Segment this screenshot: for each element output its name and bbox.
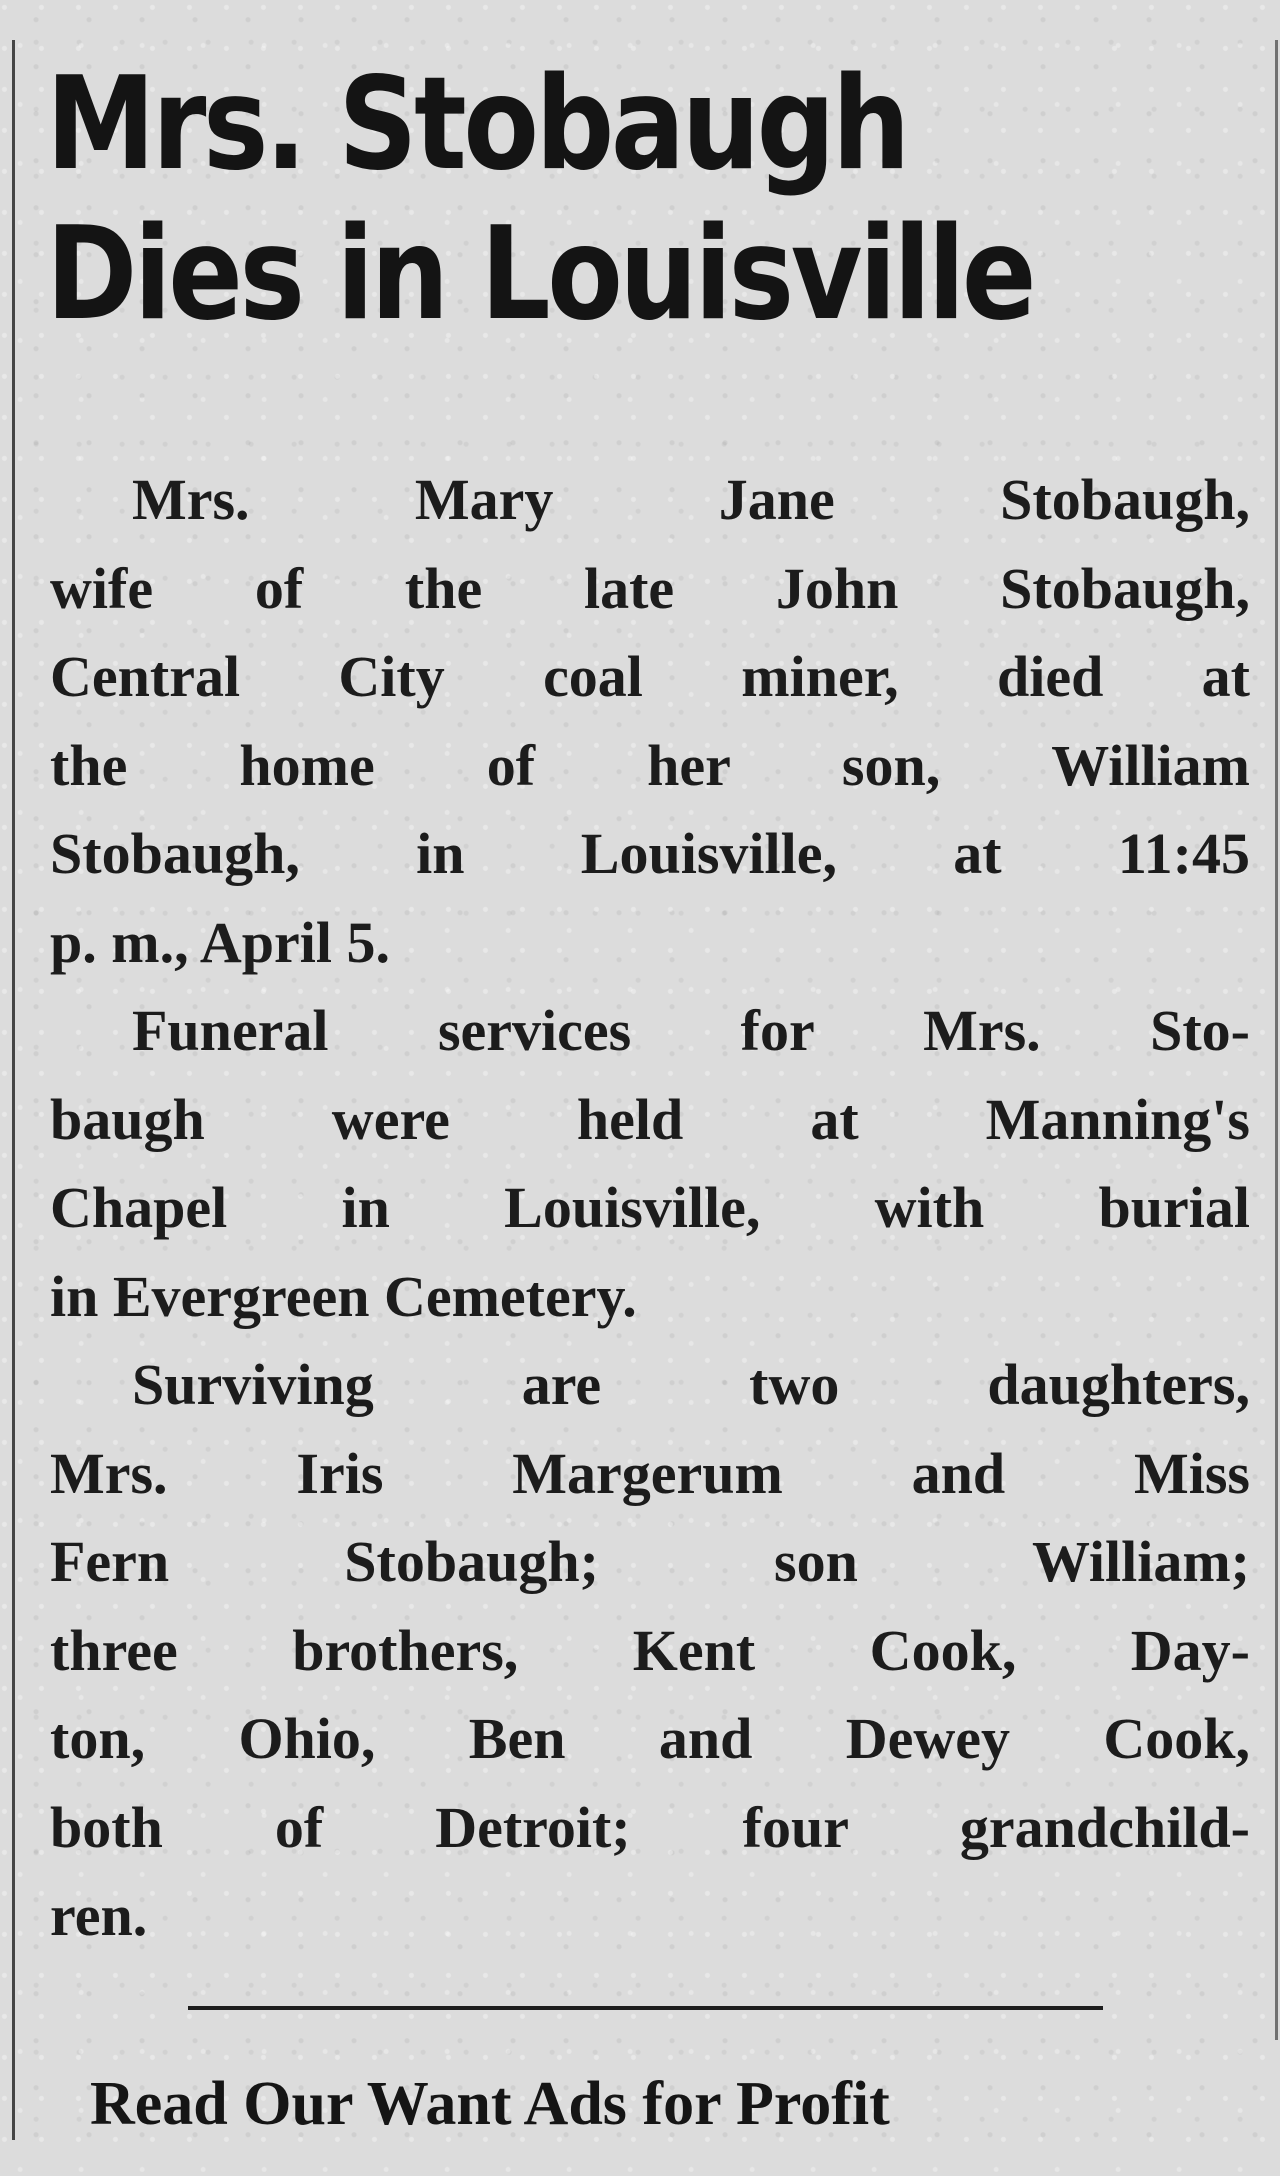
headline-line-2: Dies in Louisville [46,200,1034,349]
article-line: p. m., April 5. [50,909,390,975]
section-divider [188,2006,1103,2010]
article-line: wife of the late John Stobaugh, [50,555,1250,621]
article-body [50,456,1250,1961]
article-line: Central City coal miner, died at [50,644,1250,709]
article-line: Mrs. Iris Margerum and Miss [50,1440,1250,1506]
article-line: baugh were held at Manning's [50,1086,1250,1152]
article-line: Funeral services for Mrs. Sto- [132,998,1250,1063]
footer-slogan: Read Our Want Ads for Profit [90,2070,890,2138]
article-line: three brothers, Kent Cook, Day- [50,1617,1250,1683]
article-line: the home of her son, William [50,732,1250,798]
article-line: Mrs. Mary Jane Stobaugh, [132,467,1250,532]
article-line: Surviving are two daughters, [132,1352,1250,1417]
article-line: ren. [50,1883,148,1948]
right-column-rule [1275,40,1278,2040]
article-line: in Evergreen Cemetery. [50,1263,637,1329]
article-line: both of Detroit; four grandchild- [50,1794,1250,1860]
article-line: Chapel in Louisville, with burial [50,1175,1250,1240]
headline [46,50,1078,350]
article-line: Fern Stobaugh; son William; [50,1529,1250,1594]
headline-line-1: Mrs. Stobaugh [46,50,907,199]
left-column-rule [12,40,15,2140]
article-line: ton, Ohio, Ben and Dewey Cook, [50,1706,1250,1771]
article-line: Stobaugh, in Louisville, at 11:45 [50,821,1250,886]
